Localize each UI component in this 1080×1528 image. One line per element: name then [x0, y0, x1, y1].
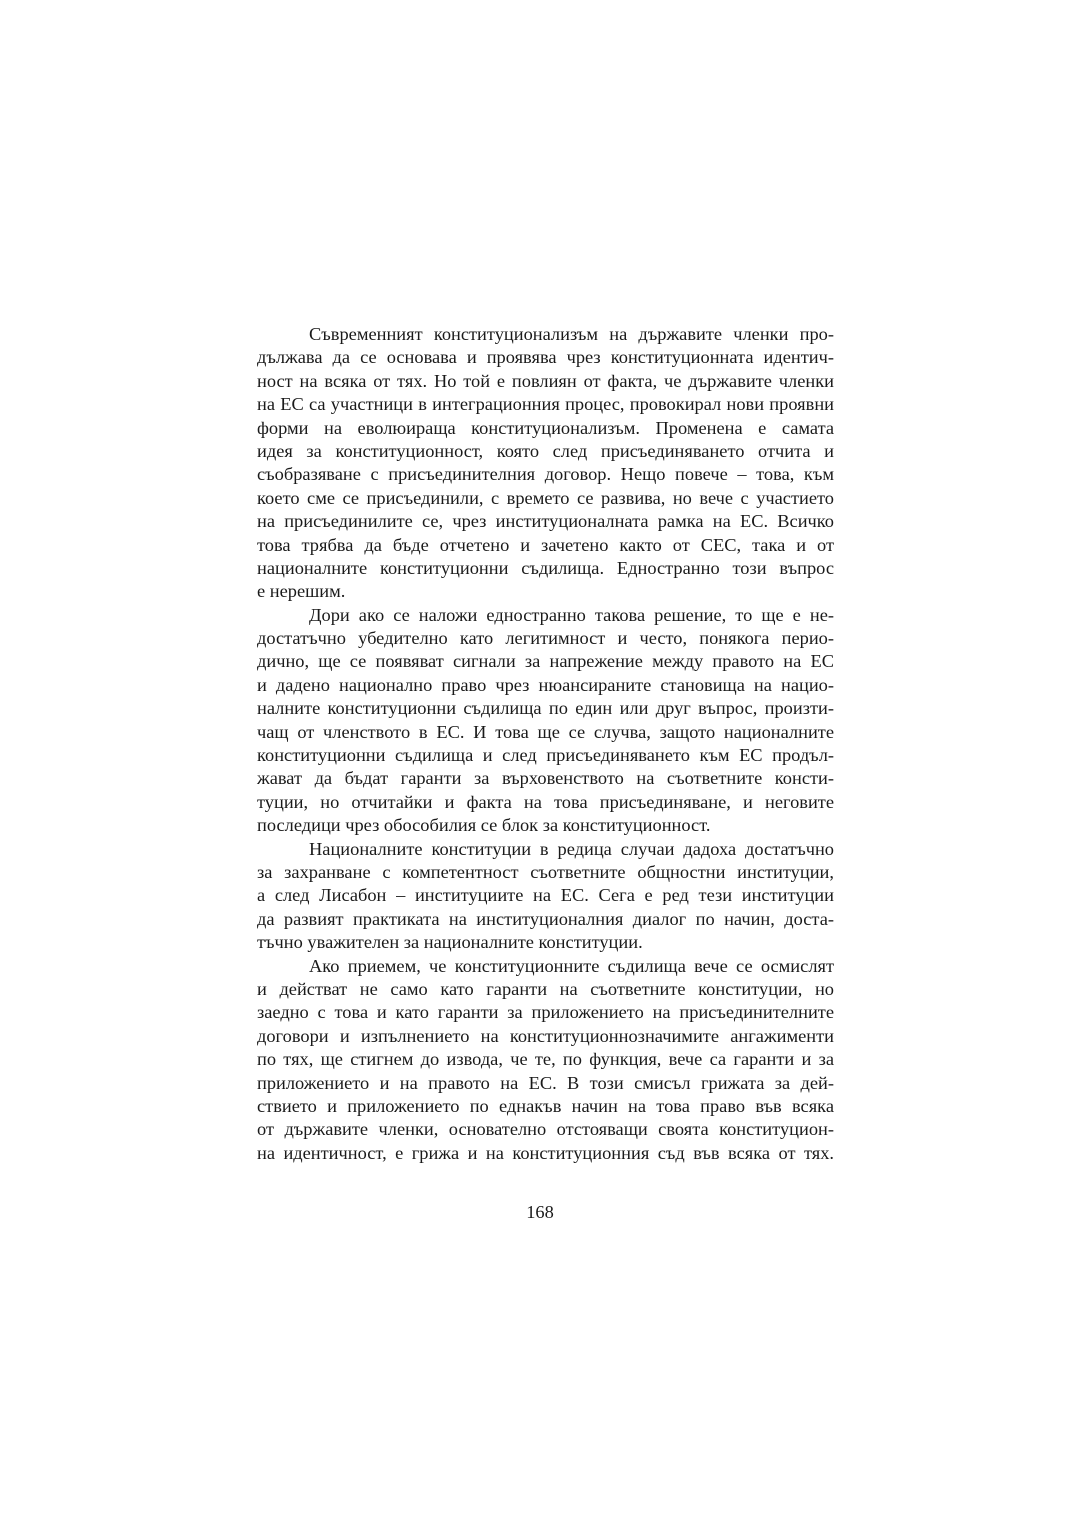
paragraph: [257, 838, 834, 955]
text-line: тъчно уважителен за националните конституции.: [257, 932, 643, 953]
text-line: форми на еволюираща конституционализъм. Променена е самата: [257, 417, 834, 438]
text-line: Дори ако се наложи едностранно такова решение, то ще е не-: [309, 604, 834, 625]
text-line: налните конституционни съдилища по един или друг въпрос, произти-: [257, 698, 834, 719]
text-line: дично, ще се появяват сигнали за напрежение между правото на ЕС: [257, 651, 834, 672]
text-line: ствието и приложението по еднакъв начин на това право във всяка: [257, 1095, 834, 1116]
text-line: а след Лисабон – институциите на ЕС. Сега е ред тези институции: [257, 885, 834, 906]
text-line: чащ от членството в ЕС. И това ще се случва, защото националните: [257, 721, 834, 742]
text-line: заедно с това и като гаранти за приложението на присъединителните: [257, 1002, 834, 1023]
text-line: от държавите членки, основателно отстояващи своята конституцион-: [257, 1119, 834, 1140]
text-line: Съвременният конституционализъм на държавите членки про-: [309, 324, 834, 344]
text-line: последици чрез обособилия се блок за конституционност.: [257, 815, 711, 836]
text-line: на присъединилите се, чрез институционалната рамка на ЕС. Всичко: [257, 511, 834, 532]
text-line: което сме се присъединили, с времето се развива, но вече с участието: [257, 487, 834, 508]
text-line: и дадено национално право чрез нюансираните становища на нацио-: [257, 674, 834, 695]
text-line: приложението и на правото на ЕС. В този смисъл грижата за дей-: [257, 1072, 834, 1093]
text-line: това трябва да бъде отчетено и зачетено както от СЕС, така и от: [257, 534, 834, 555]
text-line: на ЕС са участници в интеграционния процес, провокирал нови проявни: [257, 394, 834, 415]
text-line: по тях, ще стигнем до извода, че те, по функция, вече са гаранти и за: [257, 1049, 834, 1070]
body-text: [257, 323, 834, 1165]
text-line: съобразяване с присъединителния договор. Нещо повече – това, към: [257, 464, 834, 485]
text-line: жават да бъдат гаранти за върховенството на съответните консти-: [257, 768, 834, 789]
text-line: договори и изпълнението на конституционнозначимите ангажименти: [257, 1025, 834, 1046]
text-line: да развият практиката на институционалния диалог по начин, доста-: [257, 908, 834, 929]
text-line: идея за конституционност, която след присъединяването отчита и: [257, 440, 834, 461]
paragraph: [257, 604, 834, 838]
text-line: ност на всяка от тях. Но той е повлиян от факта, че държавите членки: [257, 370, 834, 391]
text-line: Ако приемем, че конституционните съдилища вече се осмислят: [309, 955, 834, 976]
text-line: за захранване с компетентност съответните общностни институции,: [257, 861, 834, 882]
paragraph: [257, 323, 834, 604]
text-line: националните конституционни съдилища. Едностранно този въпрос: [257, 557, 834, 578]
text-line: конституционни съдилища и след присъединяването към ЕС продъл-: [257, 745, 834, 766]
text-line: е нерешим.: [257, 581, 346, 602]
text-line: туции, но отчитайки и факта на това присъединяване, и неговите: [257, 791, 834, 812]
text-line: на идентичност, е грижа и на конституционния съд във всяка от тях.: [257, 1142, 834, 1163]
paragraph: [257, 955, 834, 1166]
text-line: Националните конституции в редица случаи дадоха достатъчно: [309, 838, 834, 859]
text-line: и действат не само като гаранти на съответните конституции, но: [257, 978, 834, 999]
text-line: достатъчно убедително като легитимност и често, понякога перио-: [257, 628, 834, 649]
page-number: 168: [526, 1202, 554, 1222]
text-line: дължава да се основава и проявява чрез конституционната идентич-: [257, 347, 834, 368]
